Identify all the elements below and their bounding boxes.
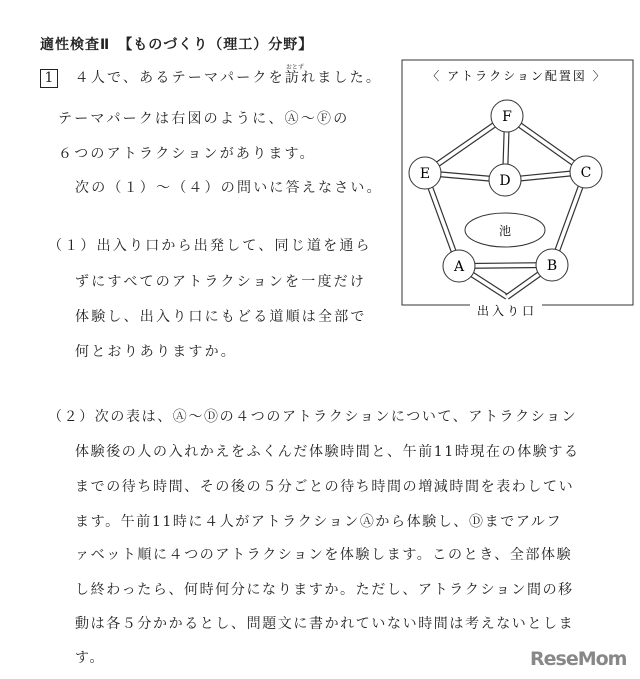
q2-line: までの待ち時間、その後の５分ごとの待ち時間の増減時間を表わしてい [75, 479, 575, 495]
q2-line: し終わったら、何時何分になりますか。ただし、アトラクション間の移 [75, 582, 574, 598]
map-title: 〈 アトラクション配置図 〉 [427, 69, 607, 83]
page-title: 適性検査Ⅱ 【ものづくり（理工）分野】 [40, 37, 314, 53]
ruby-text: おとず [285, 64, 304, 71]
q2-line: （２）次の表は、Ⓐ～Ⓓの４つのアトラクションについて、アトラクション [48, 409, 578, 425]
attraction-label-A: A [453, 259, 465, 275]
pond-label: 池 [498, 224, 512, 238]
intro-text: ４人で、あるテーマパークを [74, 70, 285, 86]
watermark-text: ReseMom [530, 648, 627, 670]
attraction-label-F: F [502, 109, 512, 125]
q1-line: （１）出入り口から出発して、同じ道を通ら [48, 238, 372, 254]
problem-line: テーマパークは右図のように、Ⓐ～Ⓕの [58, 111, 350, 127]
q2-line: 動は各５分かかるとし、問題文に書かれていない時間は考えないとしま [75, 616, 575, 632]
q1-line: ずにすべてのアトラクションを一度だけ [75, 274, 367, 290]
attraction-label-C: C [580, 165, 592, 181]
problem-line: ６つのアトラクションがあります。 [58, 146, 316, 162]
q1-line: 体験し、出入り口にもどる道順は全部で [75, 309, 367, 325]
resemom-logo [530, 648, 626, 670]
attraction-label-D: D [499, 173, 511, 189]
q1-line: 何とおりありますか。 [75, 344, 237, 360]
intro-text-end: れました。 [301, 70, 383, 86]
attraction-label-E: E [419, 166, 431, 182]
q2-line: ます。午前11時に４人がアトラクションⒶから体験し、Ⓓまでアルフ [75, 514, 563, 530]
problem-number: 1 [40, 69, 58, 88]
q2-line: す。 [75, 650, 106, 666]
entrance-label: 出入り口 [476, 304, 538, 318]
q2-line: 体験後の人の入れかえをふくんだ体験時間と、午前11時現在の体験する [75, 444, 580, 460]
attraction-label-B: B [546, 258, 558, 274]
problem-line: 次の（１）～（４）の問いに答えなさい。 [75, 180, 383, 196]
intro-kanji: 訪 [284, 70, 302, 86]
q2-line: ァベット順に４つのアトラクションを体験します。このとき、全部体験 [75, 547, 573, 563]
